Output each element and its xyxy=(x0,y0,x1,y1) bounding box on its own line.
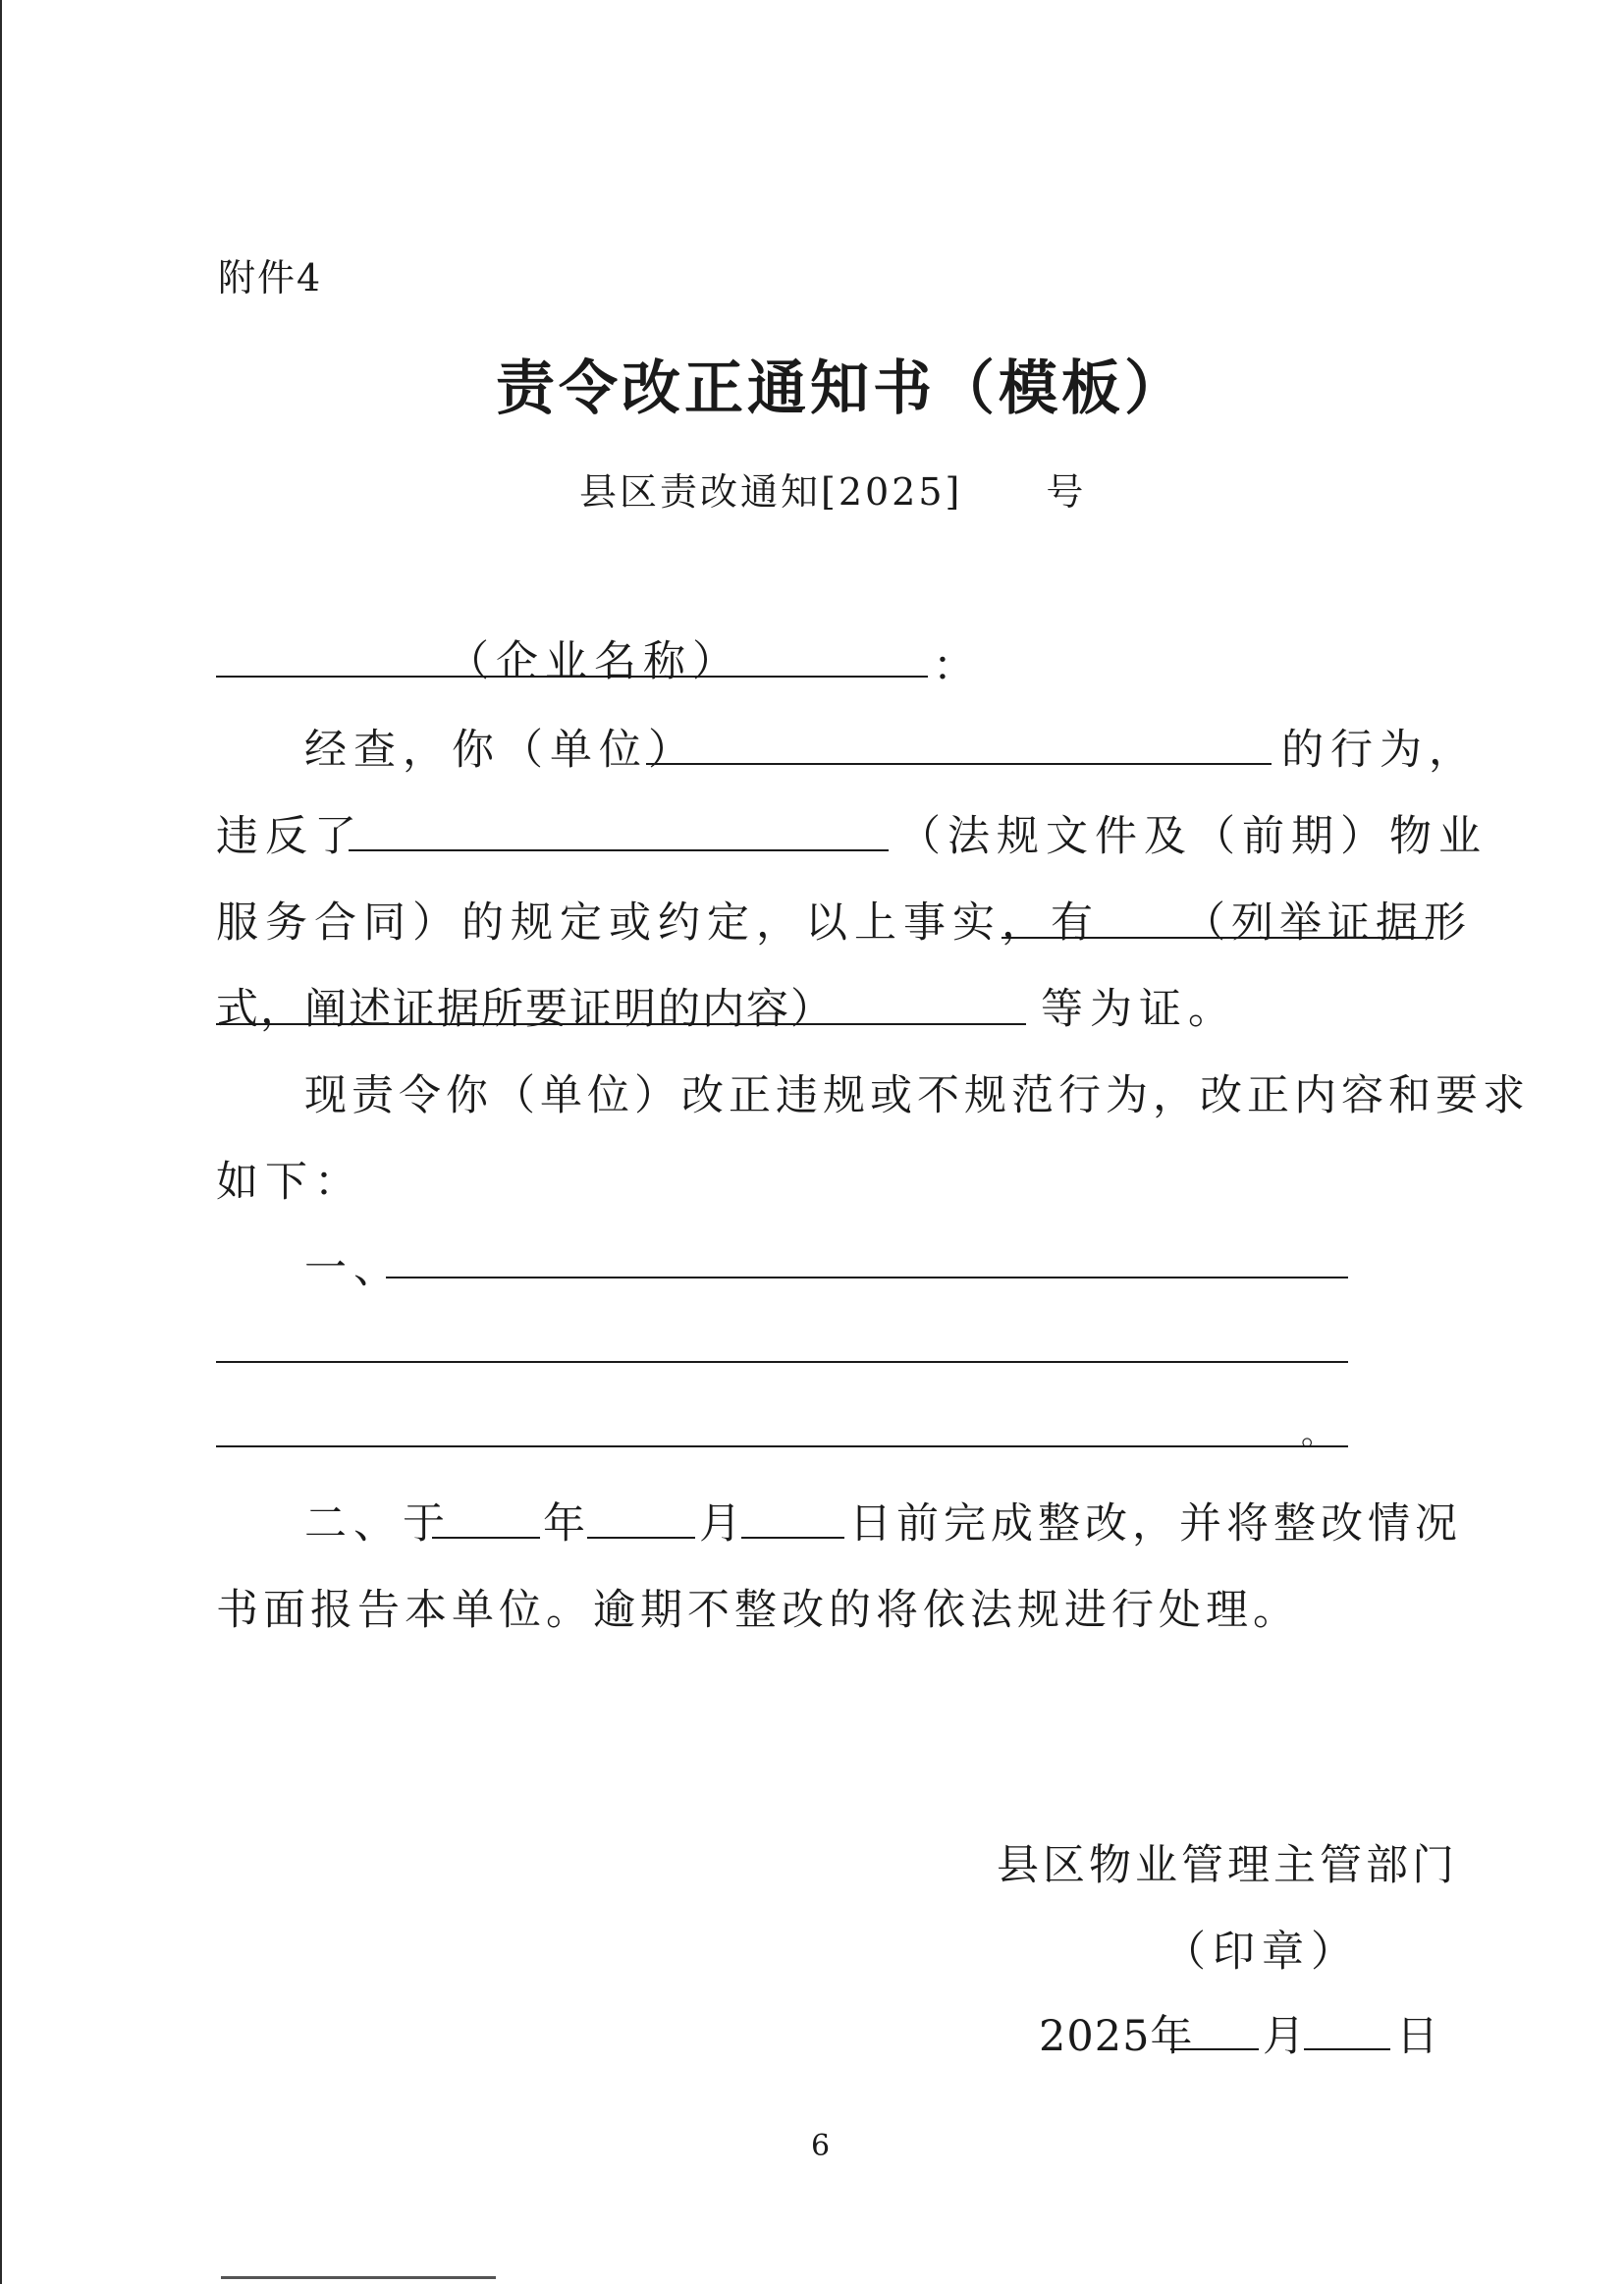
para2-line1: 现责令你（单位）改正违规或不规范行为，改正内容和要求 xyxy=(304,1071,1530,1120)
item2-year-label: 年 xyxy=(543,1499,592,1549)
item2-month-blank xyxy=(587,1537,695,1539)
item1-end-mark: 。 xyxy=(1301,1414,1341,1453)
item2-month-label: 月 xyxy=(699,1499,748,1549)
para1-line1-blank xyxy=(646,763,1272,765)
para1-line4-underline xyxy=(216,1023,1026,1025)
para1-line3-end: （列举证据形 xyxy=(1183,898,1472,948)
item2-line2: 书面报告本单位。逾期不整改的将依法规进行处理。 xyxy=(216,1586,1300,1635)
item2-day-text: 日前完成整改，并将整改情况 xyxy=(849,1499,1462,1549)
addressee-colon: ： xyxy=(933,642,982,691)
signature-date-month: 月 xyxy=(1263,2012,1312,2061)
para1-line3-underline xyxy=(1001,937,1434,939)
item1-blank-line2 xyxy=(216,1361,1348,1363)
bottom-edge-line xyxy=(221,2276,496,2279)
para1-line1-end: 的行为， xyxy=(1281,726,1478,775)
document-title: 责令改正通知书（模板） xyxy=(496,354,1187,423)
para1-line3-start: 服务合同）的规定或约定，以上事实，有 xyxy=(216,898,1100,948)
doc-number-prefix: 县区责改通知[2025] xyxy=(579,470,963,514)
signature-month-blank xyxy=(1170,2048,1259,2050)
signature-date-day: 日 xyxy=(1396,2012,1445,2061)
item1-blank-line3 xyxy=(216,1445,1348,1447)
doc-number-suffix: 号 xyxy=(1046,470,1087,514)
para1-line1-start: 经查，你（单位） xyxy=(304,726,697,775)
signature-date-year: 2025年 xyxy=(1039,2012,1194,2061)
item2-prefix: 二、于 xyxy=(304,1499,452,1549)
item1-blank-line1 xyxy=(386,1277,1348,1278)
para2-line2: 如下： xyxy=(216,1158,363,1207)
para1-line2-end: （法规文件及（前期）物业 xyxy=(898,812,1488,861)
page-number: 6 xyxy=(811,2129,831,2163)
item1-label: 一、 xyxy=(304,1244,403,1293)
signature-department: 县区物业管理主管部门 xyxy=(997,1841,1458,1890)
attachment-label: 附件4 xyxy=(218,256,323,299)
document-number xyxy=(579,462,1086,516)
addressee-placeholder: （企业名称） xyxy=(447,637,741,686)
signature-seal: （印章） xyxy=(1164,1928,1360,1977)
para1-line4-underlined: 式，阐述证据所要证明的内容） xyxy=(216,985,835,1034)
para1-line2-blank xyxy=(349,849,889,851)
signature-day-blank xyxy=(1304,2048,1390,2050)
para1-line4-end: 等为证。 xyxy=(1041,985,1237,1034)
para1-line2-start: 违反了 xyxy=(216,812,363,861)
page-edge xyxy=(0,0,2,2284)
item2-day-blank xyxy=(741,1537,844,1539)
item2-year-blank xyxy=(432,1537,540,1539)
